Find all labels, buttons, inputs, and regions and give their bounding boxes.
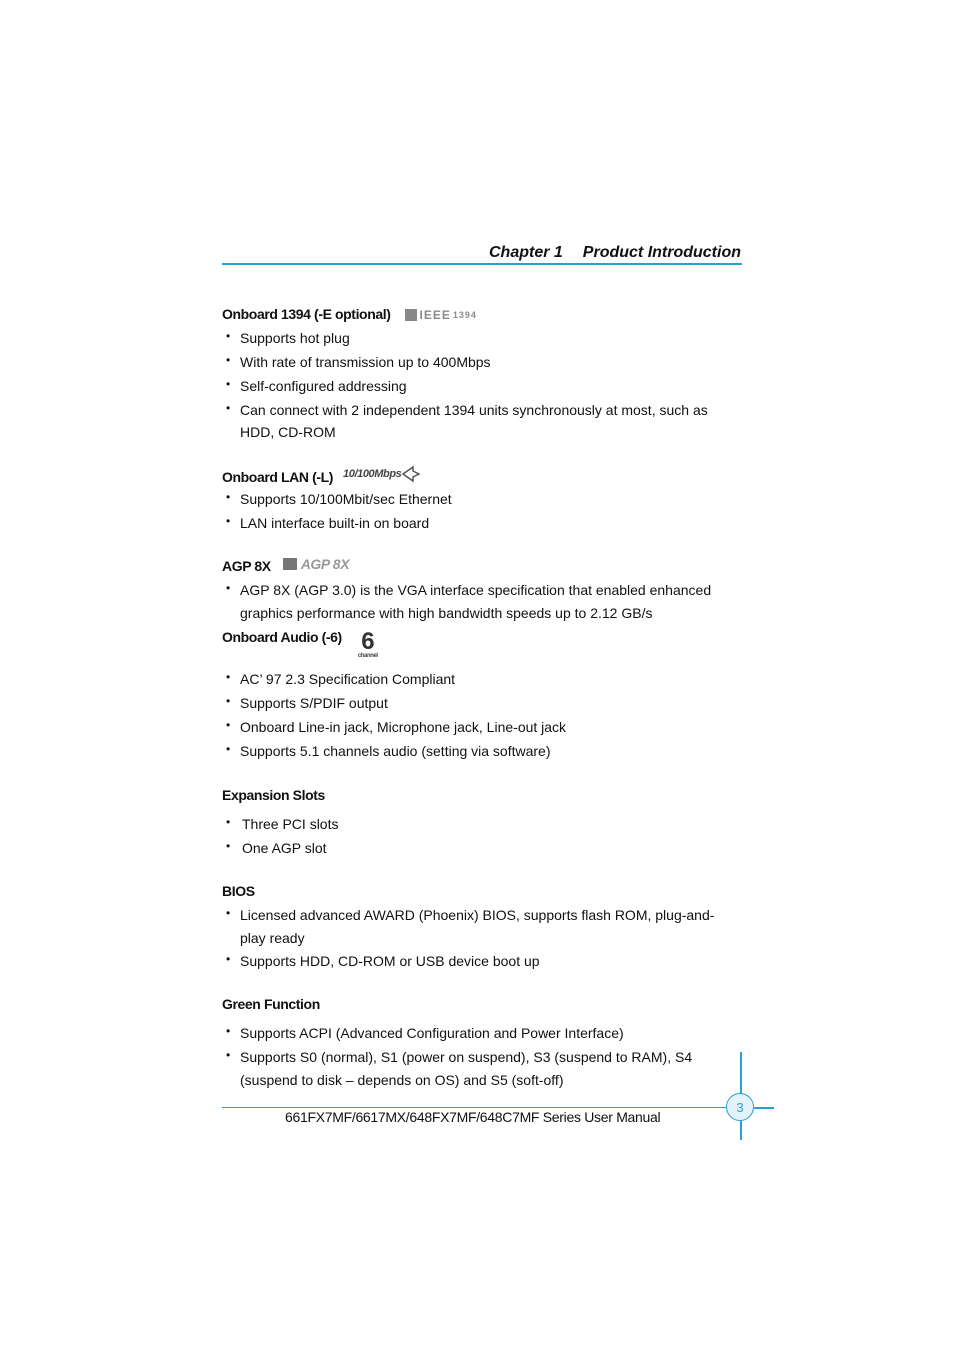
bullet-icon: • [226,906,231,920]
list-item-continued: HDD, CD-ROM [240,424,336,440]
section-heading-lan: Onboard LAN (-L) 10/100Mbps [222,467,421,485]
list-item: LAN interface built-in on board [240,515,430,531]
lan-speed-logo-icon: 10/100Mbps [343,465,421,483]
list-item: Supports HDD, CD-ROM or USB device boot up [240,953,540,969]
bullet-icon: • [226,377,231,391]
six-channel-logo-icon: 6 channel [357,628,378,659]
list-item-continued: graphics performance with high bandwidth speeds up to 2.12 GB/s [240,605,653,621]
section-heading-1394: Onboard 1394 (-E optional) IEEE 1394 [222,306,477,322]
bullet-icon: • [226,1048,231,1062]
agp-8x-logo-icon: AGP 8X [283,556,349,572]
list-item: Supports S/PDIF output [240,695,388,711]
list-item: Onboard Line-in jack, Microphone jack, Line-out jack [240,719,567,735]
list-item: Supports S0 (normal), S1 (power on suspend), S3 (suspend to RAM), S4 [240,1049,693,1065]
list-item: Supports ACPI (Advanced Configuration and Power Interface) [240,1025,624,1041]
list-item: Three PCI slots [242,816,339,832]
list-item-continued: (suspend to disk – depends on OS) and S5 (soft-off) [240,1072,564,1088]
bullet-icon: • [226,815,231,829]
list-item: Licensed advanced AWARD (Phoenix) BIOS, supports flash ROM, plug-and- [240,907,715,923]
ieee-1394-logo-icon: IEEE 1394 [405,308,477,322]
footer-rule [222,1107,727,1108]
list-item: With rate of transmission up to 400Mbps [240,354,491,370]
bullet-icon: • [226,839,231,853]
page-number: 3 [726,1093,754,1121]
list-item: Supports 10/100Mbit/sec Ethernet [240,491,452,507]
bullet-icon: • [226,401,231,415]
list-item: AC’ 97 2.3 Specification Compliant [240,671,456,687]
chapter-title: Product Introduction [582,244,741,261]
section-heading-green: Green Function [222,996,320,1012]
footer-horizontal-line [754,1107,774,1109]
bullet-icon: • [226,670,231,684]
list-item: Supports 5.1 channels audio (setting via software) [240,743,551,759]
page-header [489,244,741,262]
bullet-icon: • [226,353,231,367]
manual-title: 661FX7MF/6617MX/648FX7MF/648C7MF Series User Manual [285,1109,661,1125]
list-item-continued: play ready [240,930,305,946]
bullet-icon: • [226,329,231,343]
section-heading-audio: Onboard Audio (-6) 6 channel [222,628,378,659]
bullet-icon: • [226,694,231,708]
list-item: AGP 8X (AGP 3.0) is the VGA interface specification that enabled enhanced [240,582,712,598]
chapter-label: Chapter 1 [489,244,563,261]
bullet-icon: • [226,718,231,732]
section-heading-agp: AGP 8X AGP 8X [222,556,350,574]
list-item: Supports hot plug [240,330,350,346]
bullet-icon: • [226,1024,231,1038]
list-item: Can connect with 2 independent 1394 units synchronously at most, such as [240,402,708,418]
bullet-icon: • [226,514,231,528]
list-item: Self-configured addressing [240,378,407,394]
section-heading-bios: BIOS [222,883,255,899]
header-rule [222,263,742,265]
section-heading-expansion: Expansion Slots [222,787,325,803]
bullet-icon: • [226,581,231,595]
bullet-icon: • [226,742,231,756]
bullet-icon: • [226,490,231,504]
list-item: One AGP slot [242,840,327,856]
bullet-icon: • [226,952,231,966]
